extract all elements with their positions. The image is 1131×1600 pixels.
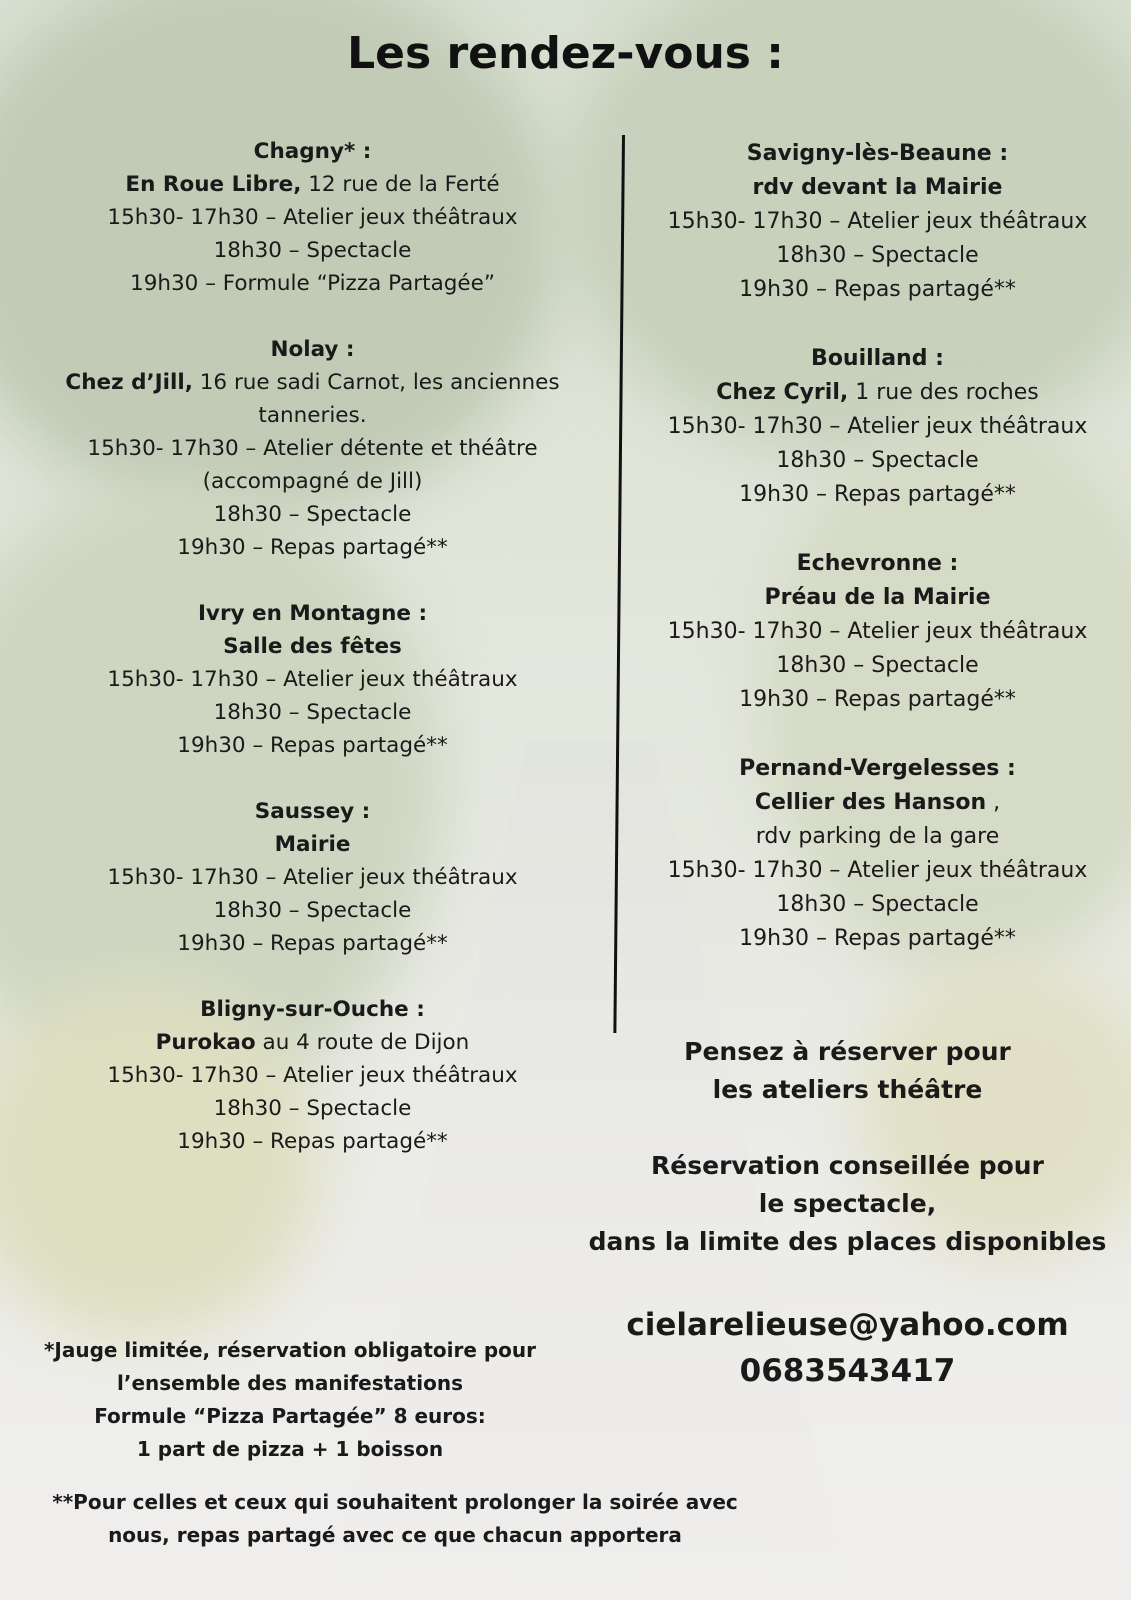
venue-block xyxy=(30,993,595,1158)
venue-name: En Roue Libre, xyxy=(125,172,302,197)
schedule-show: 18h30 – Spectacle xyxy=(213,502,412,527)
venue-block xyxy=(630,342,1125,512)
venue-block xyxy=(630,752,1125,956)
schedule-meal: 19h30 – Repas partagé** xyxy=(739,926,1016,951)
reservation-reminders xyxy=(575,1033,1120,1299)
show-reservation-note: Réservation conseillée pour le spectacle, dans la limite des places disponibles xyxy=(588,1151,1107,1256)
venue-name: Salle des fêtes xyxy=(223,634,402,659)
schedule-show: 18h30 – Spectacle xyxy=(776,448,979,473)
schedule-show: 18h30 – Spectacle xyxy=(776,653,979,678)
place-name: Saussey : xyxy=(254,799,371,824)
venue-name: Chez Cyril, xyxy=(716,380,849,405)
schedule-workshop: 15h30- 17h30 – Atelier jeux théâtraux xyxy=(667,619,1088,644)
left-column xyxy=(30,135,595,1191)
place-name: Bouilland : xyxy=(811,346,944,371)
venue-block xyxy=(30,795,595,960)
right-column xyxy=(630,137,1125,991)
contact-phone[interactable]: 0683543417 xyxy=(739,1353,956,1389)
place-name: Savigny-lès-Beaune : xyxy=(746,141,1009,166)
venue-block xyxy=(30,597,595,762)
contact-email[interactable]: cielarelieuse@yahoo.com xyxy=(626,1307,1069,1343)
venue-name: Chez d’Jill, xyxy=(65,370,193,395)
venue-block xyxy=(630,137,1125,307)
schedule-meal: 19h30 – Repas partagé** xyxy=(739,687,1016,712)
venue-address: , rdv parking de la gare xyxy=(755,790,1001,849)
schedule-meal: 19h30 – Repas partagé** xyxy=(177,535,448,560)
venue-name: Mairie xyxy=(274,832,351,857)
schedule-workshop: 15h30- 17h30 – Atelier jeux théâtraux xyxy=(667,209,1088,234)
venue-block xyxy=(30,135,595,300)
venue-address: 16 rue sadi Carnot, les anciennes tanneries. xyxy=(192,370,560,428)
schedule-workshop: 15h30- 17h30 – Atelier jeux théâtraux xyxy=(107,205,518,230)
place-name: Bligny-sur-Ouche : xyxy=(200,997,425,1022)
schedule-show: 18h30 – Spectacle xyxy=(213,700,412,725)
venue-name: Cellier des Hanson xyxy=(754,790,987,815)
place-name: Nolay : xyxy=(270,337,355,362)
schedule-meal: 19h30 – Repas partagé** xyxy=(177,1129,448,1154)
place-name: Chagny* : xyxy=(253,139,372,164)
schedule-workshop: 15h30- 17h30 – Atelier jeux théâtraux xyxy=(667,414,1088,439)
venue-block xyxy=(30,333,595,564)
place-name: Ivry en Montagne : xyxy=(197,601,428,626)
schedule-show: 18h30 – Spectacle xyxy=(213,238,412,263)
schedule-show: 18h30 – Spectacle xyxy=(776,243,979,268)
place-name: Echevronne : xyxy=(796,551,959,576)
schedule-show: 18h30 – Spectacle xyxy=(776,892,979,917)
schedule-workshop: 15h30- 17h30 – Atelier jeux théâtraux xyxy=(107,865,518,890)
schedule-meal: 19h30 – Formule “Pizza Partagée” xyxy=(130,271,495,296)
venue-name: Purokao xyxy=(155,1030,256,1055)
venue-address: 1 rue des roches xyxy=(848,380,1039,405)
footnote-star: *Jauge limitée, réservation obligatoire pour l’ensemble des manifestations Formule “Pizza Partagée” 8 euros: 1 part de pizza + 1 boisson xyxy=(43,1338,537,1461)
schedule-show: 18h30 – Spectacle xyxy=(213,898,412,923)
venue-name: Préau de la Mairie xyxy=(764,585,991,610)
schedule-meal: 19h30 – Repas partagé** xyxy=(177,931,448,956)
footnote-double-star: **Pour celles et ceux qui souhaitent prolonger la soirée avec nous, repas partagé avec ce que chacun apportera xyxy=(52,1490,738,1547)
workshop-reservation-note: Pensez à réserver pour les ateliers théâtre xyxy=(684,1037,1011,1104)
schedule-workshop: 15h30- 17h30 – Atelier jeux théâtraux xyxy=(667,858,1088,883)
venue-address: au 4 route de Dijon xyxy=(255,1030,470,1055)
schedule-workshop: 15h30- 17h30 – Atelier jeux théâtraux xyxy=(107,667,518,692)
place-name: Pernand-Vergelesses : xyxy=(739,756,1016,781)
schedule-workshop: 15h30- 17h30 – Atelier détente et théâtre (accompagné de Jill) xyxy=(87,436,538,494)
venue-block xyxy=(630,547,1125,717)
schedule-show: 18h30 – Spectacle xyxy=(213,1096,412,1121)
schedule-meal: 19h30 – Repas partagé** xyxy=(177,733,448,758)
contact-block xyxy=(575,1302,1120,1394)
page-title: Les rendez-vous : xyxy=(347,28,784,79)
venue-address: 12 rue de la Ferté xyxy=(301,172,500,197)
schedule-workshop: 15h30- 17h30 – Atelier jeux théâtraux xyxy=(107,1063,518,1088)
venue-name: rdv devant la Mairie xyxy=(752,175,1003,200)
schedule-meal: 19h30 – Repas partagé** xyxy=(739,482,1016,507)
schedule-meal: 19h30 – Repas partagé** xyxy=(739,277,1016,302)
